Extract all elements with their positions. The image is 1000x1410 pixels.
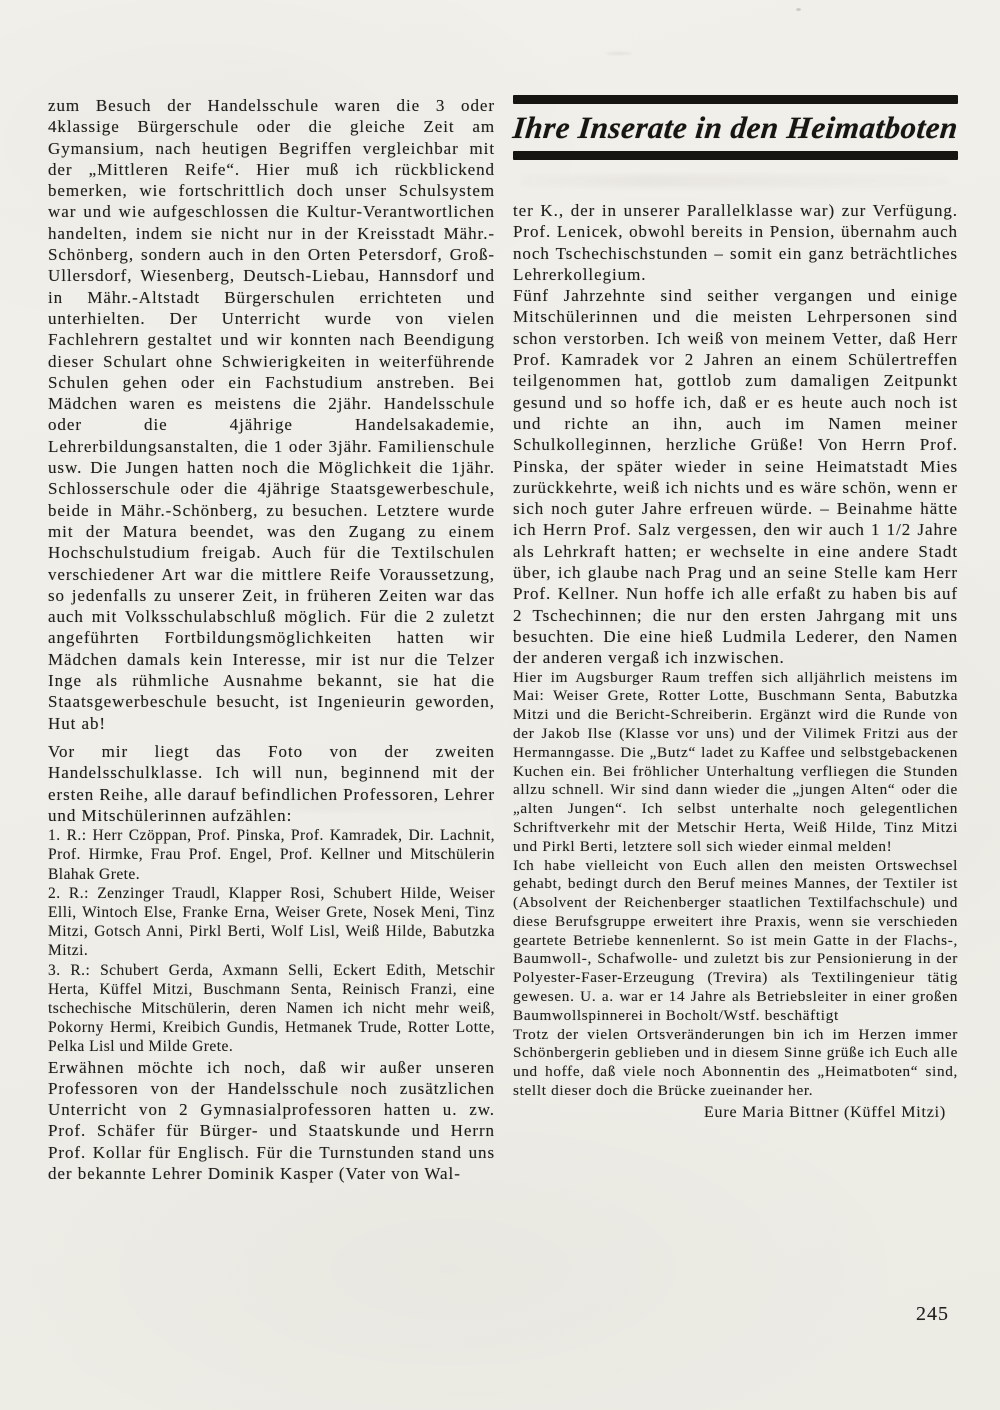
- scan-speck: [606, 52, 632, 55]
- paragraph-class-photo: Vor mir liegt das Foto von der zweiten Handelsschulklasse. Ich will nun, beginnend mit der ersten Reihe, alle darauf befindlichen Professoren, Lehrer und Mitschülerinnen aufzählen:: [48, 741, 495, 825]
- left-column: [48, 95, 495, 1184]
- row-list-3: 3. R.: Schubert Gerda, Axmann Selli, Eckert Edith, Metschir Herta, Küffel Mitzi, Buschmann Senta, Reinisch Franzi, eine tschechische Mitschülerin, deren Namen ich nicht mehr weiß, Pokorny Hermi, Kreibich Gundis, Hetmanek Trude, Rotter Lotte, Pelka Lisl und Milde Grete.: [48, 961, 495, 1056]
- inserate-banner: [513, 95, 958, 160]
- paragraph-five-decades: Fünf Jahrzehnte sind seither vergangen und einige Mitschülerinnen und die meisten Lehrpersonen sind schon verstorben. Ich weiß von meinem Vetter, daß Herr Prof. Kamradek vor 2 Jahren an einem Schülertreffen teilgenommen hat, gottlob zum damaligen Zeitpunkt gesund und so hoffe ich, daß er es heute auch noch ist und richte an ihn, auch im Namen meiner Schulkolleginnen, herzliche Grüße! Von Herrn Prof. Pinska, der später wieder in seine Heimatstadt Mies zurückkehrte, weiß ich nichts und es wäre schön, wenn er sich noch guter Jahre erfreuen würde. – Beinahme hätte ich Herrn Prof. Salz vergessen, den wir auch 1 1/2 Jahre als Lehrkraft hatten; er wechselte in eine andere Stadt über, ich glaube nach Prag und an seine Stelle kam Herr Prof. Kellner. Nun hoffe ich alle erfaßt zu haben bis auf 2 Tschechinnen; die nur den ersten Jahrgang mit uns besuchten. Die eine hieß Ludmila Lederer, den Namen der anderen vergaß ich inzwischen.: [513, 286, 958, 668]
- page-number: 245: [916, 1303, 949, 1325]
- signature-line: Eure Maria Bittner (Küffel Mitzi): [703, 1103, 946, 1121]
- banner-rule-top: [513, 95, 958, 104]
- paragraph-school-system: zum Besuch der Handelsschule waren die 3 oder 4klassige Bürgerschule oder die gleiche Zeit am Gymansium, nach heutigen Begriffen vergleichbar mit der „Mittleren Reife“. Hier muß ich rückblickend bemerken, wie fortschrittlich doch unser Schulsystem war und wie aufgeschlossen die Kultur-Verantwortlichen handelten, indem sie nicht nur in der Kreisstadt Mähr.-Schönberg, sondern auch in den Orten Petersdorf, Groß-Ullersdorf, Wiesenberg, Deutsch-Liebau, Hannsdorf und in Mähr.-Altstadt Bürgerschulen errichteten und unterhielten. Der Unterricht wurde von vielen Fachlehrern gestaltet und wir konnten nach Beendigung dieser Schulart ohne Schwierigkeiten in weiterführende Schulen gehen oder ein Fachstudium anstreben. Bei Mädchen waren es meistens die 2jähr. Handelsschule oder die 4jährige Handelsakademie, Lehrerbildungsanstalten, die 1 oder 3jähr. Familienschule usw. Die Jungen hatten noch die Möglichkeit die 1jähr. Schlosserschule oder die 4jährige Staatsgewerbeschule, beide in Mähr.-Schönberg, zu besuchen. Letztere wurde mit der Matura beendet, was den Zugang zu einem Hochschulstudium freigab. Auch für die Textilschulen verschiedener Art war die mittlere Reife Voraussetzung, so jedenfalls zu unserer Zeit, in früheren Zeiten war das auch mit Volksschulabschluß möglich. Für die 2 zuletzt angeführten Fortbildungsmöglichkeiten hatten wir Mädchen damals kein Interesse, mir ist nur die Telzer Inge als rühmliche Ausnahme bekannt, sie hat die Staatsgewerbeschule besucht, ist Ingenieurin geworden, Hut ab!: [48, 96, 495, 733]
- row-list-1: 1. R.: Herr Czöppan, Prof. Pinska, Prof. Kamradek, Dir. Lachnit, Prof. Hirmke, Frau Prof. Engel, Prof. Kellner und Mitschülerin Blahak Grete.: [48, 827, 495, 883]
- scan-speck: [796, 8, 801, 11]
- row-list-2: 2. R.: Zenzinger Traudl, Klapper Rosi, Schubert Hilde, Weiser Elli, Wintoch Else, Franke Erna, Weiser Grete, Nosek Meni, Tinz Mitzi, Gotsch Anni, Pirkl Berti, Wolf Lisl, Weiß Hilde, Babutzka Mitzi.: [48, 884, 495, 960]
- paragraph-teachers-continued: ter K., der in unserer Parallelklasse war) zur Verfügung. Prof. Lenicek, obwohl bereits in Pension, übernahm auch noch Tschechischstunden – somit ein ganz beträchtliches Lehrerkollegium.: [513, 201, 958, 284]
- paragraph-relocations: Ich habe vielleicht von Euch allen den meisten Ortswechsel gehabt, bedingt durch den Beruf meines Mannes, der Textiler ist (Absolvent der Reichenberger staatlichen Textilfachschule) und diese Berufsgruppe erweitert ihre Praxis, wenn sie verschieden geartete Betriebe kennenlernt. So ist mein Gatte in der Flachs-, Baumwoll-, Schafwolle- und zuletzt bis zur Pensionierung in der Polyester-Faser-Erzeugung (Trevira) als Textilingenieur tätig gewesen. U. a. war er 14 Jahre als Betriebsleiter in einer großen Baumwollspinnerei in Bocholt/Wstf. beschäftigt: [513, 856, 958, 1024]
- paragraph-closing-greeting: Trotz der vielen Ortsveränderungen bin ich im Herzen immer Schönbergerin geblieben und in diesem Sinne grüße ich Euch alle und hoffe, daß viele noch Abonnentin des „Heimatboten“ sind, stellt dieser doch die Brücke zueinander her.: [513, 1025, 958, 1100]
- banner-title: Ihre Inserate in den Heimatboten: [511, 110, 960, 145]
- paragraph-augsburg-meetings: Hier im Augsburger Raum treffen sich alljährlich meistens im Mai: Weiser Grete, Rotter Lotte, Buschmann Senta, Babutzka Mitzi und die Bericht-Schreiberin. Ergänzt wird die Runde von der Jakob Ilse (Klasse vor uns) und der Vilimek Fritzi aus der Hermanngasse. Die „Butz“ ladet zu Kaffee und selbstgebackenen Kuchen ein. Bei fröhlicher Unterhaltung verfliegen die Stunden allzu schnell. Wir sind dann wieder die „jungen Alten“ oder die „alten Jungen“. Ich selbst unterhalte noch gelegentlichen Schriftverkehr mit der Metschir Herta, Weiß Hilde, Tinz Mitzi und Pirkl Berti, letztere soll sich wieder einmal melden!: [513, 668, 958, 855]
- banner-rule-bottom: [513, 151, 958, 160]
- right-column: [513, 95, 958, 1123]
- paragraph-extra-professors: Erwähnen möchte ich noch, daß wir außer unseren Professoren von der Handelsschule noch zusätzlichen Unterricht von 2 Gymnasialprofessoren hatten u. zw. Prof. Schäfer für Bürger- und Staatskunde und Herrn Prof. Kollar für Englisch. Für die Turnstunden stand uns der bekannte Lehrer Dominik Kasper (Vater von Wal-: [48, 1057, 495, 1184]
